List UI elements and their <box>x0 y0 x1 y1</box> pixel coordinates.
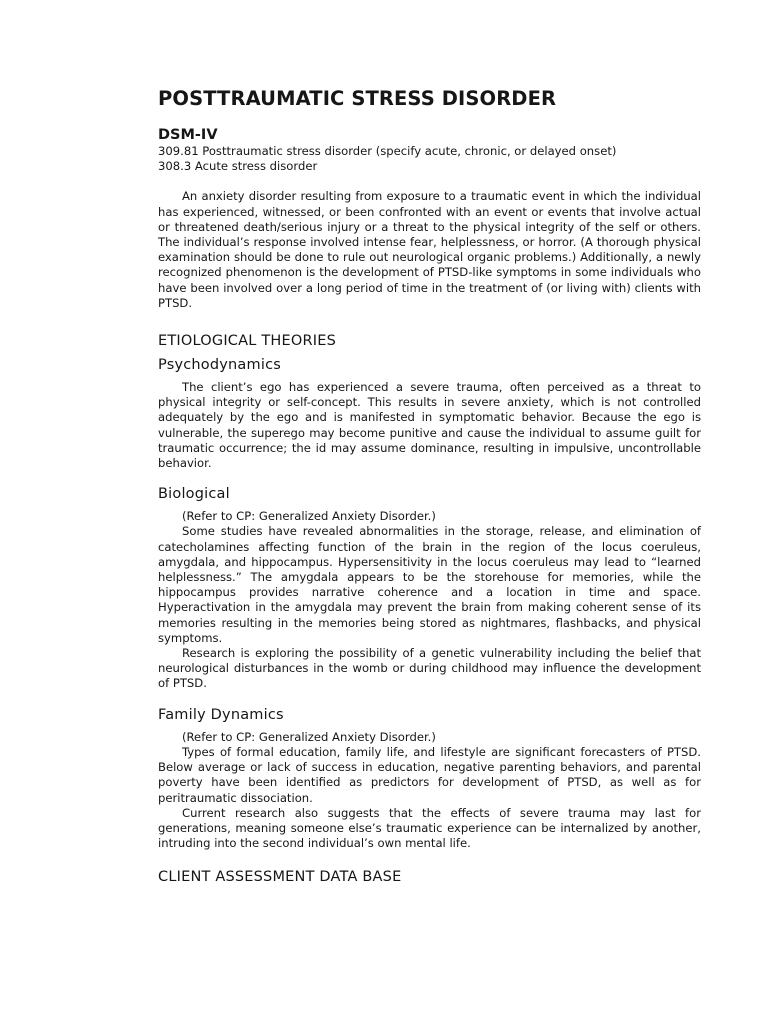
page-title: POSTTRAUMATIC STRESS DISORDER <box>158 87 557 110</box>
family-dynamics-heading: Family Dynamics <box>158 706 284 723</box>
dsm-code-ptsd: 309.81 Posttraumatic stress disorder (specify acute, chronic, or delayed onset) <box>158 144 617 158</box>
dsm-code-acute: 308.3 Acute stress disorder <box>158 159 318 174</box>
family-refer-note: (Refer to CP: Generalized Anxiety Disorder.) <box>182 729 436 744</box>
biological-paragraph-1: Some studies have revealed abnormalities in the storage, release, and elimination of catecholamines affecting function of the brain in the region of the locus coeruleus, amygdala, and hippocampus. Hypersensitivity in the locus coeruleus may lead to “learned helplessness.” The amygdala appears to be the storehouse for memories, while the hippocampus provides narrative coherence and a location in time and space. Hyperactivation in the amygdala may prevent the brain from making coherent sense of its memories resulting in the memories being stored as nightmares, flashbacks, and physical symptoms. <box>158 524 701 645</box>
dsm-heading: DSM-IV <box>158 127 218 143</box>
psychodynamics-paragraph: The client’s ego has experienced a severe trauma, often perceived as a threat to physical integrity or self-concept. This results in severe anxiety, which is not controlled adequately by the ego and is manifested in symptomatic behavior. Because the ego is vulnerable, the superego may become punitive and cause the individual to assume guilt for traumatic occurrence; the id may assume dominance, resulting in impulsive, uncontrollable behavior. <box>158 380 701 471</box>
psychodynamics-heading: Psychodynamics <box>158 357 281 374</box>
biological-paragraph-2: Research is exploring the possibility of a genetic vulnerability including the belief that neurological disturbances in the womb or during childhood may influence the development of PTSD. <box>158 646 701 691</box>
biological-heading: Biological <box>158 486 230 503</box>
etiological-theories-heading: ETIOLOGICAL THEORIES <box>158 333 336 350</box>
intro-paragraph: An anxiety disorder resulting from exposure to a traumatic event in which the individual has experienced, witnessed, or been confronted with an event or events that involve actual or threatened death/serious injury or a threat to the physical integrity of the self or others. The individual’s response involved intense fear, helplessness, or horror. (A thorough physical examination should be done to rule out neurological organic problems.) Additionally, a newly recognized phenomenon is the development of PTSD-like symptoms in some individuals who have been involved over a long period of time in the treatment of (or living with) clients with PTSD. <box>158 189 701 310</box>
document-page <box>158 86 701 886</box>
family-paragraph-1: Types of formal education, family life, and lifestyle are significant forecasters of PTSD. Below average or lack of success in education, negative parenting behaviors, and parental poverty have been identified as predictors for development of PTSD, as well as for peritraumatic dissociation. <box>158 744 701 805</box>
family-paragraph-2: Current research also suggests that the effects of severe trauma may last for generations, meaning someone else’s traumatic experience can be internalized by another, intruding into the second individual’s own mental life. <box>158 805 701 851</box>
biological-refer-note: (Refer to CP: Generalized Anxiety Disorder.) <box>182 509 436 524</box>
client-assessment-heading: CLIENT ASSESSMENT DATA BASE <box>158 869 402 886</box>
